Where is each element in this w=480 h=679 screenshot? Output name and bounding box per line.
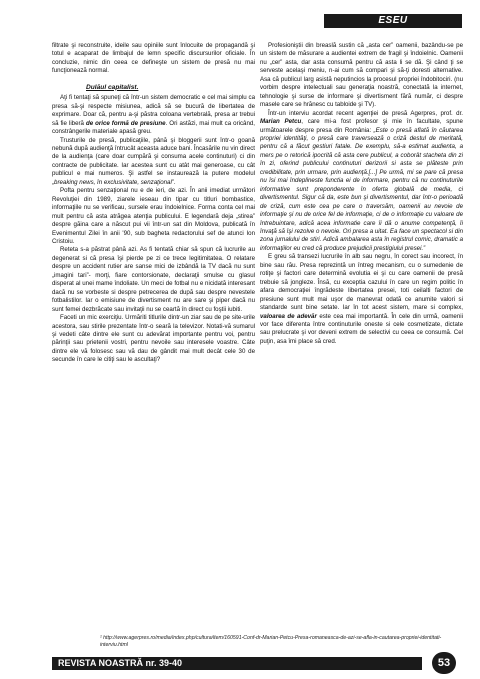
text-run: Trusturile de presă, publicaţiile, până şi bloggerii sunt într-o goană nebună după audienţă întrucât aceasta aduce bani. Încasările nu vin direct de la audienţa (care doar cumpără şi consuma acele continuturi) ci din contracte de publicitate. Iar acestea sunt cu atât mai generoase, cu cât publicul e mai numeros. Şi astfel se instaurează la putere modelul	[52, 136, 255, 178]
text-run: . Ori astăzi, mai mult ca oricând, constrângerile materiale apasă greu.	[52, 119, 255, 136]
paragraph: Pofta pentru senzaţional nu e de ieri, de azi. În anii imediat următori Revoluţiei din 1989, ziarele ieseau din tipar cu titluri bombastice, informaţiile nu se verificau, sursele erau îndoielnice. Forma conta cel mai mult pentru că asta atrăgea atenţia publicului. E legendară deja „stirea” despre găina care a născut pui vii într-un sat din Moldova, publicată în Evenimentul Zilei în anii '90, sub bagheta redactorului sef de atunci Ion Cristoiu.	[52, 187, 255, 245]
paragraph: filtrate şi reconstruite, ideile sau opiniile sunt înlocuite de propagandă şi totul e acaparat de limbajul de lemn specific discursurilor oficiale. În concluzie, nimic din ceea ce defineşte un sistem de presă nu mai funcţionează normal.	[52, 42, 255, 75]
section-badge: ESEU	[324, 14, 462, 28]
author-name: Marian Petcu	[260, 118, 302, 126]
paragraph	[260, 253, 463, 346]
text-run: , care mi-a fost profesor şi mie în facultate, spune următoarele despre presa din România:	[260, 118, 463, 134]
paragraph: Profesioniştii din breaslă sustin că „asta cer” oamenii, bazându-se pe un sistem de măsurare a audientei extrem de fragil şi îndoielnic. Oamenii nu „cer” asta, dar asta consumă pentru că asta li se dă. Şi când ţi se serveste acelaşi meniu, n-ai cum să compari şi să-ţi doresti alternative. Asa că publicul larg asistă neputincios la procesul propriei îndobitociri. (nu vorbim despre intelectuali sau generaţia noastră, conectată la internet, tehnologie şi surse de informare şi divertisment fără număr, ci despre masele care se hrănesc cu tabloide şi TV).	[260, 42, 463, 109]
text-run: E greu să transezi lucrurile în alb sau negru, în corect sau incorect, în bine sau rău. Presa reprezintă un întreg mecanism, cu o sumedenie de rotiţe şi factori care determină evolutia ei şi cu care oamenii de presă trebuie să jongleze. Însă, cu exceptia cazului în care un regim politic în afara democraţiei îngrădeste libertatea presei, toti ceilalti factori de presiune sunt mult mai uşor de manevrat odată ce anumite valori si standarde sunt bine setate. Iar în tot acest sistem, mare si complex,	[260, 253, 463, 312]
section-heading: Dulăul capitalist.	[86, 83, 139, 91]
text-run: Aţi fi tentaţi să spuneţi că într-un sistem democratic e cel mai simplu ca presa să-şi respecte misiunea, adică să se bucură de libertatea de exprimare. Doar că, pentru a-şi păstra coloana vertebrală, presa ar trebui să fie liberă	[52, 94, 255, 127]
quote: „Este o presă aflată în căutarea propriei identităţi, o presă care traversează o criză destul de meritată, pentru că a făcut gestiuri fatale. De exemplu, să-a estimat audienta, a mers pe o retorică ipocrită că asta cere publicul, a coborât stacheta din zi în zi, oferind publicului continuturi derizorii si asta se plăteste prin credibilitate, prin urmare, prin audienţă.[...] Pe urmă, mi se pare că presa nu îsi mai îndeplineste functia ei de informare, pentru că nu continuturile informative sunt preponderente în oferta globală de media, ci divertismentul. Sigur că da, este bun şi divertismentul, dar într-o perioadă de criză, cum este cea pe care o traversăm, oamenii au nevoie de informaţie şi nu de orice fel de informaţie, ci de o informaţie cu valoare de întrebuintare, adică acea informatie care îi dă o anume competenţă, îi învaţă să îşi rezolve o nevoie. Ori presa a uitat. Ea face un spectacol si din zona jurnalului de stiri. Adică ambalarea asta în registrul comic, dramatic a informaţiilor eu cred că produce prejudicii prestigiului presei.”	[260, 126, 463, 252]
emphasis: de orice formă de presiune	[85, 119, 166, 127]
right-column	[260, 42, 463, 590]
text-run: este cea mai importantă. În cele din urmă, oamenii vor face diferenta între continuturile oneste si cele cosmetizate, dictate sau prelucrate şi vor deveni extrem de selectivi cu ceea ce consumă. Cel puţin, asa îmi place să cred.	[260, 312, 463, 345]
paragraph: Reteta s-a păstrat până azi. As fi tentată chiar să spun că lucrurile au degenerat si că presa îşi pierde pe zi ce trece legitimitatea. O relatare despre un accident rutier are sanse mici de izbândă la TV dacă nu sunt „imagini tari”- morţi, fiare contorsionate, declaraţii smulse cu glasul disperat al unei mame îndoliate. Un meci de fotbal nu e nicidată interesant dacă nu se vorbeste si despre petrecerea de după sau despre nevestele fotbalistilor. Iar o emisiune de divertisment nu are sare şi piper dacă nu sunt femei dezbrăcate sau invitaţii nu se ceartă în direct cu foştii iubiti.	[52, 246, 255, 313]
paragraph	[52, 137, 255, 188]
text-run: Într-un interviu acordat recent agenţiei de presă Agerpres, prof. dr.	[268, 109, 463, 117]
page-number: 53	[432, 652, 456, 674]
footnote: ¹ http://www.agerpres.ro/media/index.php/cultura/item/160591-Conf-dr-Marian-Petcu-Presa-romaneasca-de-azi-se-afla-in-cautarea-propriei-identitati-interviu.html	[100, 635, 442, 648]
emphasis: valoarea de adevăr	[260, 312, 317, 320]
emphasis: „breaking news, în exclusivitate, senzaţional”	[52, 178, 174, 186]
paragraph	[260, 110, 463, 254]
left-column	[52, 42, 255, 590]
text-run: .	[173, 178, 176, 186]
footer-bar: REVISTA NOASTRĂ nr. 39-40	[52, 657, 422, 670]
paragraph	[52, 94, 255, 136]
paragraph: Faceti un mic exerciţiu. Urmăriti titlurile dintr-un ziar sau de pe site-urile acestora, sau stirile prezentate într-o seară la televizor. Notati-vă sumarul şi vedeti câte dintre ele sunt cu adevărat importante pentru voi, pentru părinţii sau prietenii vostri, pentru nevoile sau interesele voastre. Câte dintre ele vă folosesc sau vă dau de gândit mai mult decât cele 30 de secunde în care le citiţi sau le ascultaţi?	[52, 314, 255, 364]
